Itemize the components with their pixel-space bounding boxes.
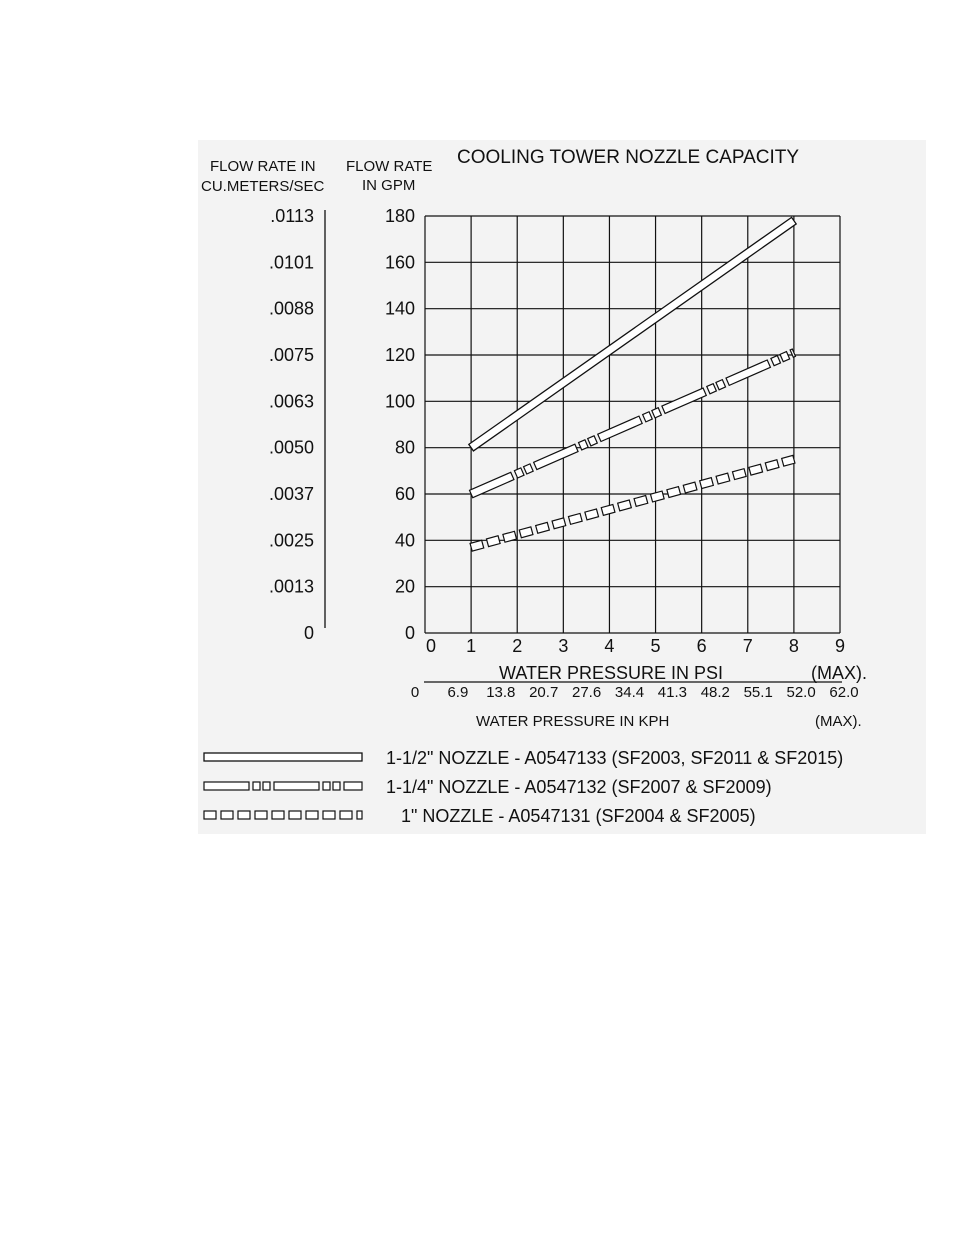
left-tick-label: .0050 [268,437,314,458]
legend-swatch-group [204,753,362,761]
series-segment [790,349,795,357]
series-segment [585,509,599,520]
x2-tick-label: 20.7 [529,684,559,701]
series-segment [601,504,615,515]
legend-swatch-segment [306,811,318,819]
y-tick-label: 40 [394,530,415,551]
x-tick-label: 2 [512,636,523,656]
legend-swatch-segment [340,811,352,819]
chart-legend [204,748,843,826]
legend-label: 1-1/2" NOZZLE - A0547133 (SF2003, SF2011 & SF2015) [386,748,844,768]
x-axis-label: WATER PRESSURE IN PSI [499,663,724,683]
legend-swatch-segment [333,782,340,790]
series-segment [643,412,653,422]
x2-axis-label: WATER PRESSURE IN KPH [476,713,670,730]
series-segment [634,496,648,507]
series-bar [469,217,796,451]
series-segment [716,473,730,484]
y-tick-label: 60 [394,484,415,504]
x-tick-label: 0 [425,636,437,656]
y-axis-label-2: IN GPM [362,177,416,194]
x2-tick-label: 55.1 [743,684,773,701]
legend-label: 1-1/4" NOZZLE - A0547132 (SF2007 & SF2009) [386,777,772,797]
series-segment [765,460,779,471]
series-line [469,217,796,451]
legend-swatch-segment [323,782,330,790]
legend-swatch-segment [221,811,233,819]
x-axis-ticks [426,636,845,656]
legend-swatch-segment [255,811,267,819]
x2-tick-label: 52.0 [786,684,816,701]
legend-swatch-segment [357,811,362,819]
x-tick-label: 5 [650,636,661,656]
series-segment [749,464,763,475]
x2-tick-label: 34.4 [614,684,645,701]
left-tick-label: .0037 [268,484,314,504]
x2-tick-label: 13.8 [486,684,516,701]
legend-swatch-segment [263,782,270,790]
y-tick-label: 140 [384,298,415,319]
x-tick-label: 8 [788,636,799,656]
series-segment [771,356,781,366]
x2-tick-label: 27.6 [571,684,602,701]
legend-swatch-group [204,811,362,819]
left-tick-label: .0025 [268,530,314,551]
y-tick-label: 160 [384,252,415,273]
series-segment [519,527,533,538]
left-tick-label: 0 [303,623,314,643]
x-tick-label: 1 [466,636,477,656]
series-segment [588,436,598,446]
legend-swatch-segment [274,782,319,790]
legend-swatch-segment [204,811,216,819]
legend-swatch-segment [238,811,250,819]
legend-swatch-group [204,782,362,790]
left-tick-label: .0113 [270,206,314,226]
chart-title: COOLING TOWER NOZZLE CAPACITY [457,147,800,168]
left-axis-label-1: FLOW RATE IN [210,158,316,175]
x-tick-label: 9 [834,636,846,656]
y-tick-label: 180 [384,206,415,226]
series-segment [652,408,662,418]
left-tick-label: .0088 [268,298,314,319]
chart-panel [198,140,926,834]
x2-tick-label: 41.3 [657,684,688,701]
series-line [470,349,796,498]
x-tick-label: 7 [742,636,753,656]
y-axis-ticks [385,206,415,643]
x2-axis-max-label: (MAX). [815,713,862,730]
y-tick-label: 120 [384,345,415,365]
series-segment [598,416,642,441]
series-segment [470,540,484,551]
y-tick-label: 80 [394,437,415,458]
series-segment [524,464,534,474]
series-group [470,349,796,498]
legend-swatch-segment [323,811,335,819]
y-axis-label-1: FLOW RATE [346,158,433,175]
y-tick-label: 20 [394,576,415,597]
series-layer [469,217,796,551]
x-axis-max-label: (MAX). [811,663,867,683]
y-tick-label: 0 [404,623,415,643]
x2-tick-label: 6.9 [447,684,469,701]
series-segment [782,455,795,466]
series-segment [536,522,550,533]
left-tick-label: .0075 [268,345,314,365]
legend-swatch-segment [289,811,301,819]
series-segment [716,380,726,390]
legend-swatch-bar [204,753,362,761]
x2-tick-label: 0 [410,684,420,701]
series-segment [514,468,524,478]
legend-swatch-segment [272,811,284,819]
legend-swatch-segment [204,782,249,790]
series-segment [579,440,589,450]
x2-tick-label: 48.2 [700,684,730,701]
left-axis-label-2: CU.METERS/SEC [201,178,325,195]
legend-swatch-segment [253,782,260,790]
x-tick-label: 3 [558,636,569,656]
series-segment [683,482,697,493]
series-segment [650,491,664,502]
x2-axis-ticks [411,684,859,701]
legend-swatch-segment [344,782,362,790]
x-tick-label: 4 [604,636,615,656]
series-segment [707,384,717,394]
x-tick-label: 6 [696,636,707,656]
series-segment [568,513,582,524]
left-tick-label: .0013 [268,576,314,597]
x2-tick-label: 62.0 [829,684,859,701]
series-segment [732,469,746,480]
left-axis-ticks [269,206,314,643]
series-group [469,217,796,451]
series-segment [780,352,790,362]
series-segment [667,487,681,498]
series-segment [618,500,632,511]
left-tick-label: .0101 [268,252,314,273]
left-tick-label: .0063 [268,391,314,412]
legend-label: 1" NOZZLE - A0547131 (SF2004 & SF2005) [401,806,756,826]
y-tick-label: 100 [384,391,415,412]
series-segment [486,536,500,547]
nozzle-capacity-chart [198,140,926,834]
